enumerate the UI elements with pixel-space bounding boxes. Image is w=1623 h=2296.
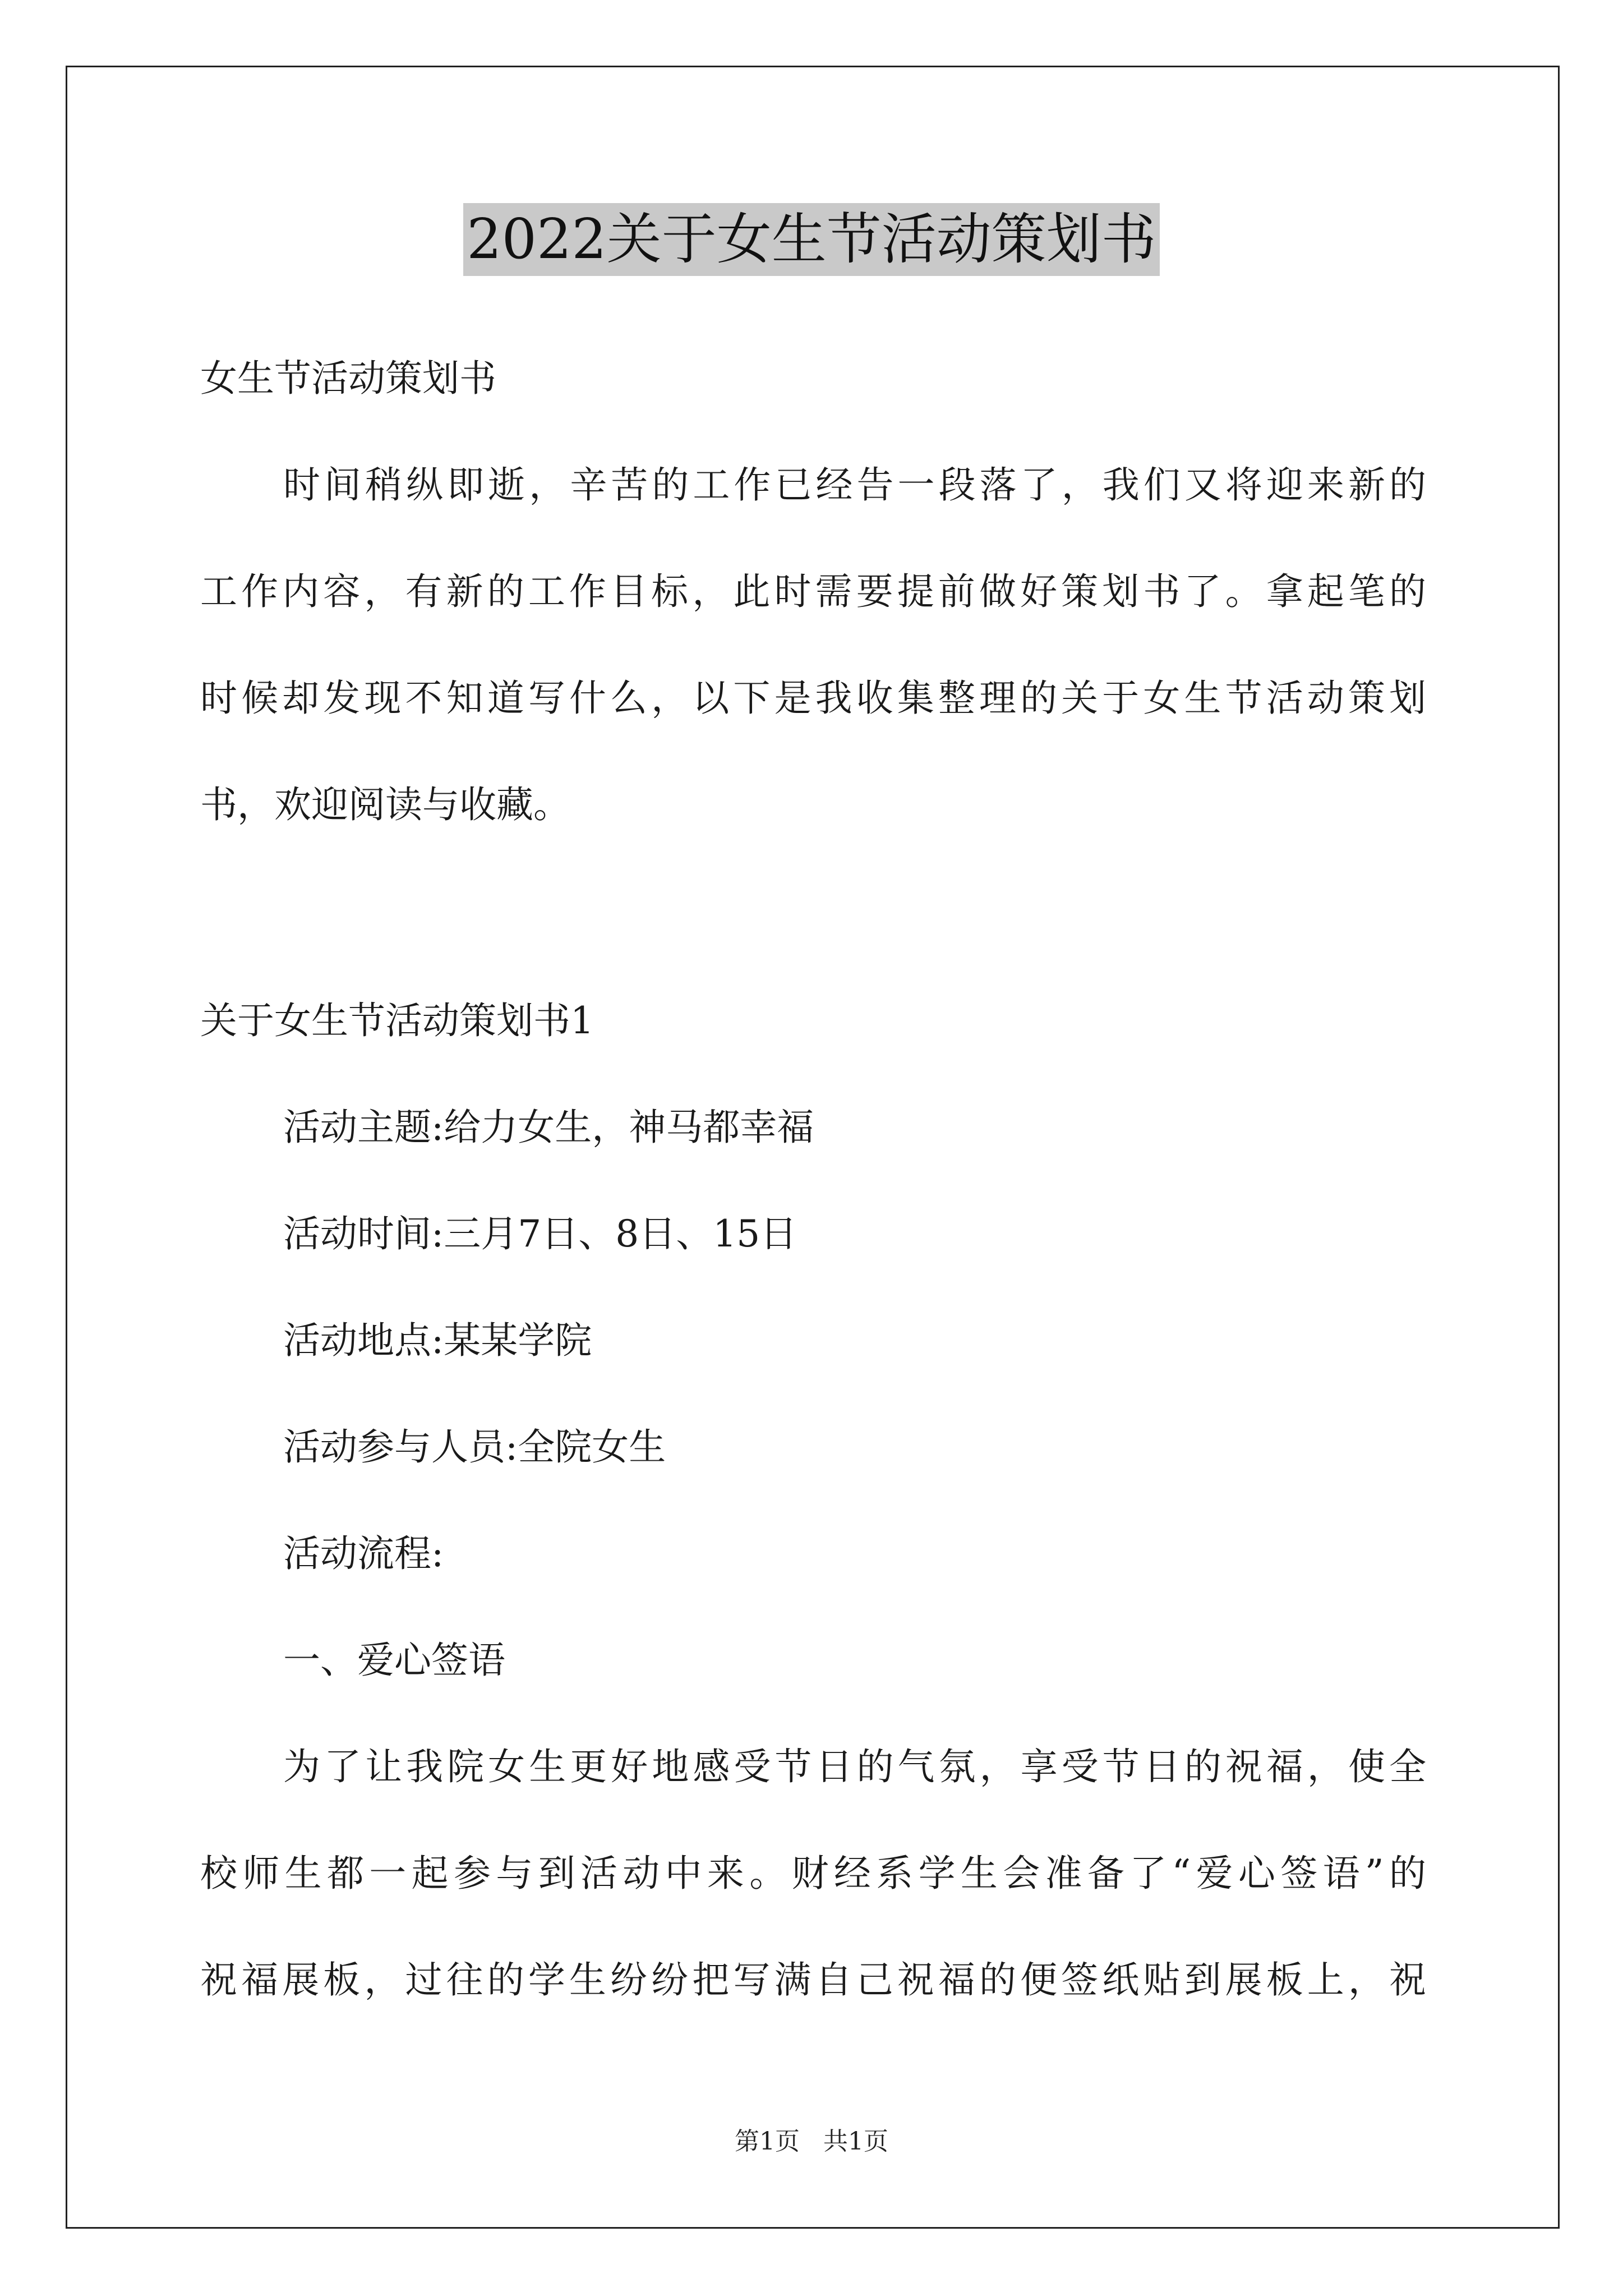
activity-participants: 活动参与人员:全院女生 xyxy=(283,1425,666,1469)
activity-process: 活动流程: xyxy=(283,1532,444,1575)
activity-location: 活动地点:某某学院 xyxy=(283,1319,592,1362)
intro-line: 书，欢迎阅读与收藏。 xyxy=(200,783,570,826)
page-footer xyxy=(0,2125,1623,2159)
page-number-total: 共1页 xyxy=(823,2127,888,2156)
document-title: 2022关于女生节活动策划书 xyxy=(463,203,1159,276)
intro-line: 时候却发现不知道写什么，以下是我收集整理的关于女生节活动策划 xyxy=(200,677,1426,720)
section-heading: 关于女生节活动策划书1 xyxy=(200,999,594,1042)
activity-time: 活动时间:三月7日、8日、15日 xyxy=(283,1212,797,1255)
body-line: 校师生都一起参与到活动中来。财经系学生会准备了“爱心签语”的 xyxy=(200,1852,1426,1895)
title-container xyxy=(0,203,1623,276)
activity-theme: 活动主题:给力女生，神马都幸福 xyxy=(283,1106,814,1149)
page-number-current: 第1页 xyxy=(735,2127,800,2156)
intro-line: 工作内容，有新的工作目标，此时需要提前做好策划书了。拿起笔的 xyxy=(200,570,1426,613)
intro-line: 时间稍纵即逝，辛苦的工作已经告一段落了，我们又将迎来新的 xyxy=(283,463,1426,507)
body-line: 为了让我院女生更好地感受节日的气氛，享受节日的祝福，使全 xyxy=(283,1745,1426,1788)
body-line: 祝福展板，过往的学生纷纷把写满自己祝福的便签纸贴到展板上，祝 xyxy=(200,1958,1426,2001)
document-subtitle: 女生节活动策划书 xyxy=(200,357,496,400)
subsection-heading: 一、爱心签语 xyxy=(283,1639,505,1682)
